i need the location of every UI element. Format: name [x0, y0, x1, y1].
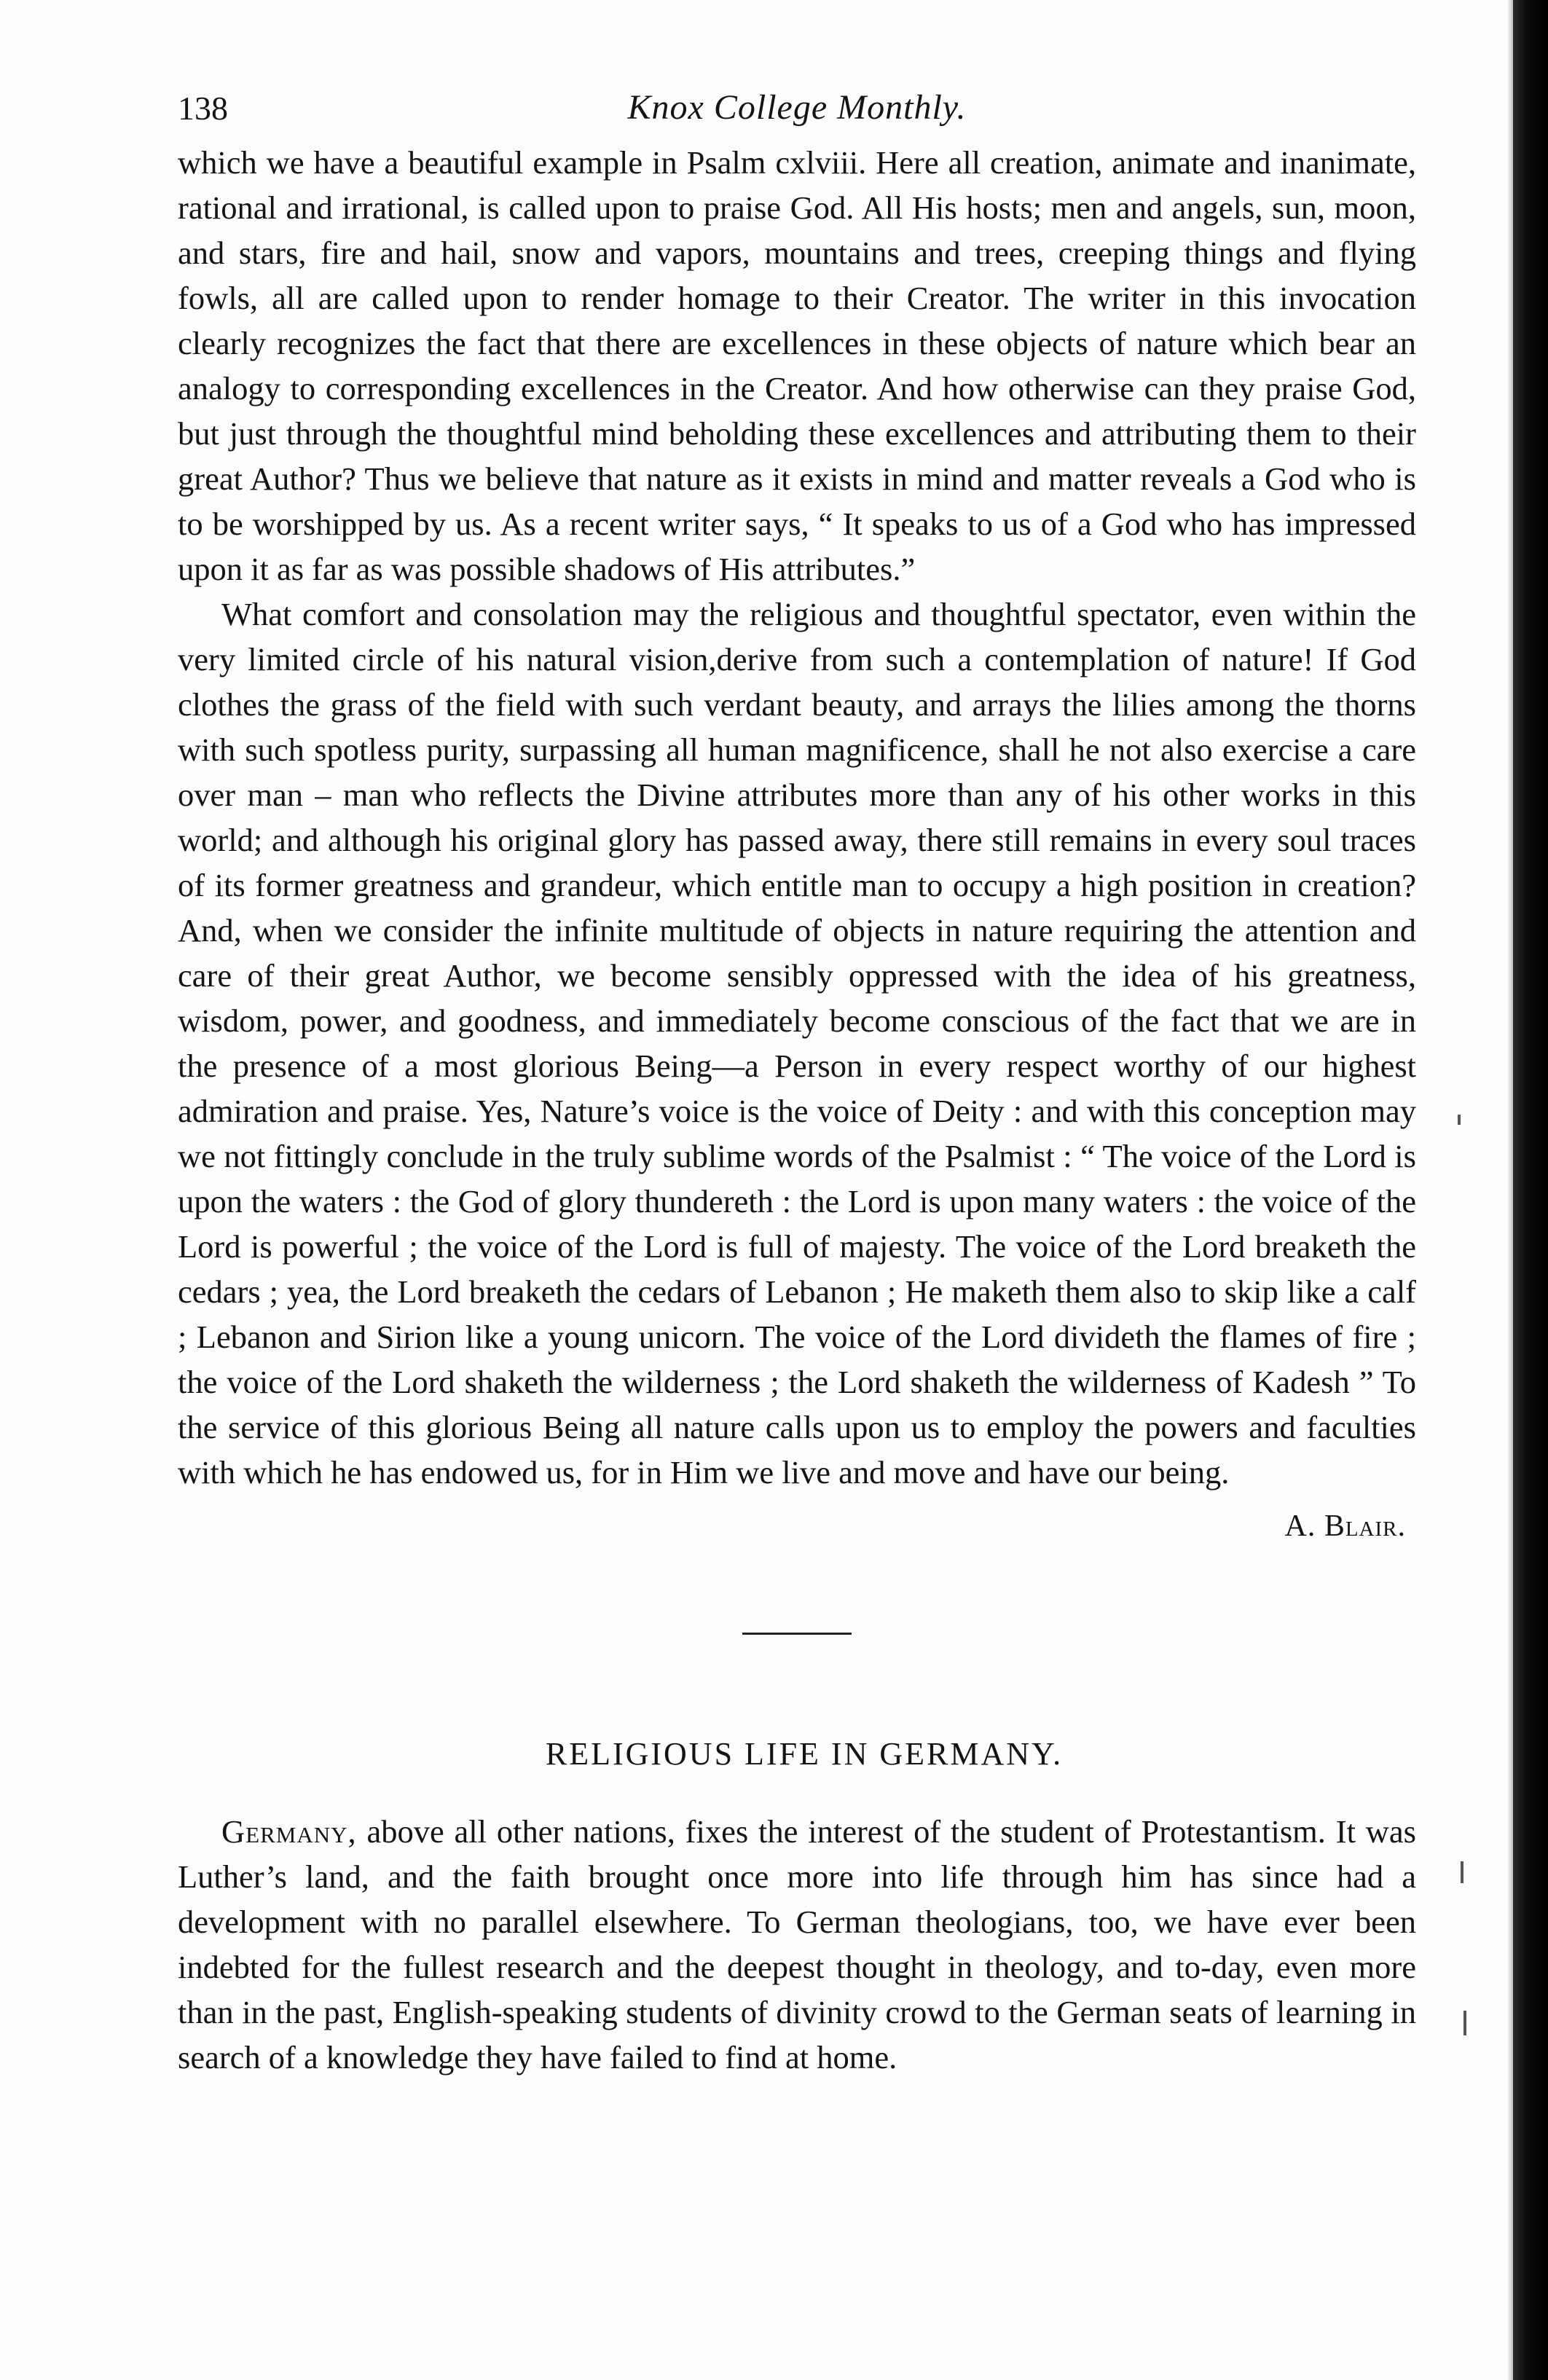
- page-number: 138: [178, 90, 228, 127]
- document-page: [178, 79, 1416, 2080]
- binding-shadow: [1507, 0, 1513, 2380]
- article-paragraph: [178, 1809, 1416, 2080]
- running-head: [178, 79, 1416, 140]
- scan-speck: [1463, 2011, 1466, 2035]
- lead-word: Germany,: [221, 1813, 357, 1850]
- article-paragraph: What comfort and consolation may the religious and thoughtful spectator, even within the very limited circle of his natural vision,derive from such a contemplation of nature! If God clothes the grass of the field with such verdant beauty, and arrays the lilies among the thorns with such spotless purity, surpassing all human magnificence, shall he not also exercise a care over man – man who reflects the Divine attributes more than any of his other works in this world; and although his original glory has passed away, there still remains in every soul traces of its former greatness and grandeur, which entitle man to occupy a high position in creation? And, when we consider the infinite multitude of objects in nature requiring the attention and care of their great Author, we become sensibly oppressed with the idea of his greatness, wisdom, power, and goodness, and immediately become conscious of the fact that we are in the presence of a most glorious Being—a Person in every respect worthy of our highest admiration and praise. Yes, Nature’s voice is the voice of Deity : and with this conception may we not fittingly conclude in the truly sublime words of the Psalmist : “ The voice of the Lord is upon the waters : the God of glory thundereth : the Lord is upon many waters : the voice of the Lord is powerful ; the voice of the Lord is full of majesty. The voice of the Lord breaketh the cedars ; yea, the Lord breaketh the cedars of Lebanon ; He maketh them also to skip like a calf ; Lebanon and Sirion like a young unicorn. The voice of the Lord divideth the flames of fire ; the voice of the Lord shaketh the wilderness ; the Lord shaketh the wilderness of Kadesh ” To the service of this glorious Being all nature calls upon us to employ the powers and faculties with which he has endowed us, for in Him we live and move and have our being.: [178, 596, 1416, 1491]
- journal-title: Knox College Monthly.: [627, 88, 967, 127]
- page-binding-edge: [1513, 0, 1548, 2380]
- article-paragraph: which we have a beautiful example in Psalm cxlviii. Here all creation, animate and inanimate, rational and irrational, is called upon to praise God. All His hosts; men and angels, sun, moon, and stars, fire and hail, snow and vapors, mountains and trees, creeping things and flying fowls, all are called upon to render homage to their Creator. The writer in this invocation clearly recognizes the fact that there are excellences in these objects of nature which bear an analogy to corresponding excellences in the Creator. And how otherwise can they praise God, but just through the thoughtful mind beholding these excellences and attributing them to their great Author? Thus we believe that nature as it exists in mind and matter reveals a God who is to be worshipped by us. As a recent writer says, “ It speaks to us of a God who has impressed upon it as far as was possible shadows of His attributes.”: [178, 144, 1416, 587]
- scan-speck: [1458, 1115, 1461, 1125]
- author-signature: A. Blair.: [1284, 1509, 1406, 1543]
- section-heading: RELIGIOUS LIFE IN GERMANY.: [545, 1736, 1064, 1772]
- article-body: [178, 140, 1416, 1495]
- paragraph-text: above all other nations, fixes the interest of the student of Protestantism. It was Luther’s land, and the faith brought once more into life through him has since had a development with no parallel elsewhere. To German theologians, too, we have ever been indebted for the fullest research and the deepest thought in theology, and to-day, even more than in the past, English-speaking students of divinity crowd to the German seats of learning in search of a knowledge they have failed to find at home.: [178, 1813, 1416, 2075]
- scan-speck: [1461, 1861, 1463, 1883]
- next-article-body: [178, 1809, 1416, 2080]
- section-separator: [742, 1633, 852, 1635]
